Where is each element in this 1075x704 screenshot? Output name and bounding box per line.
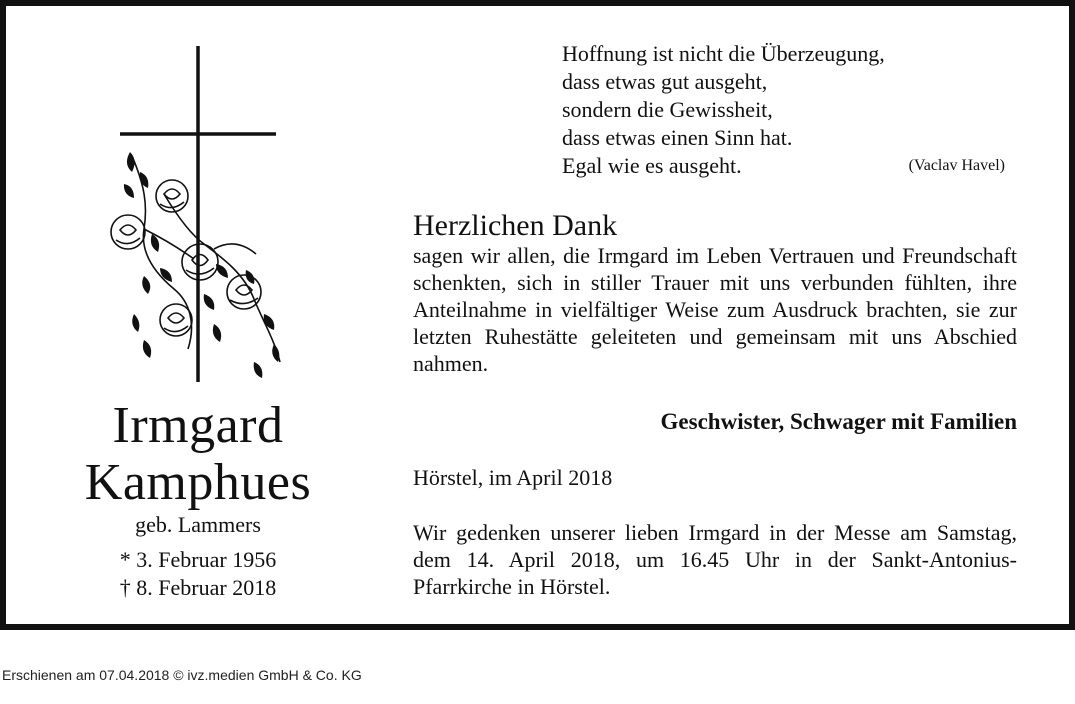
- quote-line: sondern die Gewissheit,: [562, 97, 773, 122]
- thanks-text: sagen wir allen, die Irmgard im Leben Vertrauen und Freundschaft schenkten, sich in stiller Trauer mit uns verbunden fühlten, ihre Anteilnahme in vielfältiger Weise zum Ausdruck brachten, sie zur letzten Ruhestätte geleiteten und gemeinsam mit uns Abschied nahmen.: [413, 243, 1017, 376]
- signature: Geschwister, Schwager mit Familien: [660, 409, 1017, 434]
- quote-line: Hoffnung ist nicht die Überzeugung,: [562, 41, 885, 66]
- birth-date: * 3. Februar 1956: [119, 547, 277, 572]
- quote-author: (Vaclav Havel): [908, 157, 1005, 174]
- quote-line: dass etwas einen Sinn hat.: [562, 125, 793, 150]
- place-date: Hörstel, im April 2018: [413, 465, 613, 490]
- thanks-title: Herzlichen Dank: [413, 209, 618, 242]
- cross-with-roses-icon: [104, 44, 304, 384]
- quote-line: Egal wie es ausgeht.: [562, 153, 742, 178]
- death-date: † 8. Februar 2018: [119, 575, 277, 600]
- deceased-first-name: Irmgard: [112, 397, 284, 454]
- publication-footer: Erschienen am 07.04.2018 © ivz.medien GmbH & Co. KG: [2, 667, 362, 683]
- maiden-name: geb. Lammers: [135, 512, 261, 537]
- quote-line: dass etwas gut ausgeht,: [562, 69, 768, 94]
- mass-notice: Wir gedenken unserer lieben Irmgard in der Messe am Samstag, dem 14. April 2018, um 16.45 Uhr in der Sankt-Antonius-Pfarrkirche in Hörstel.: [413, 520, 1017, 599]
- deceased-last-name: Kamphues: [84, 454, 312, 511]
